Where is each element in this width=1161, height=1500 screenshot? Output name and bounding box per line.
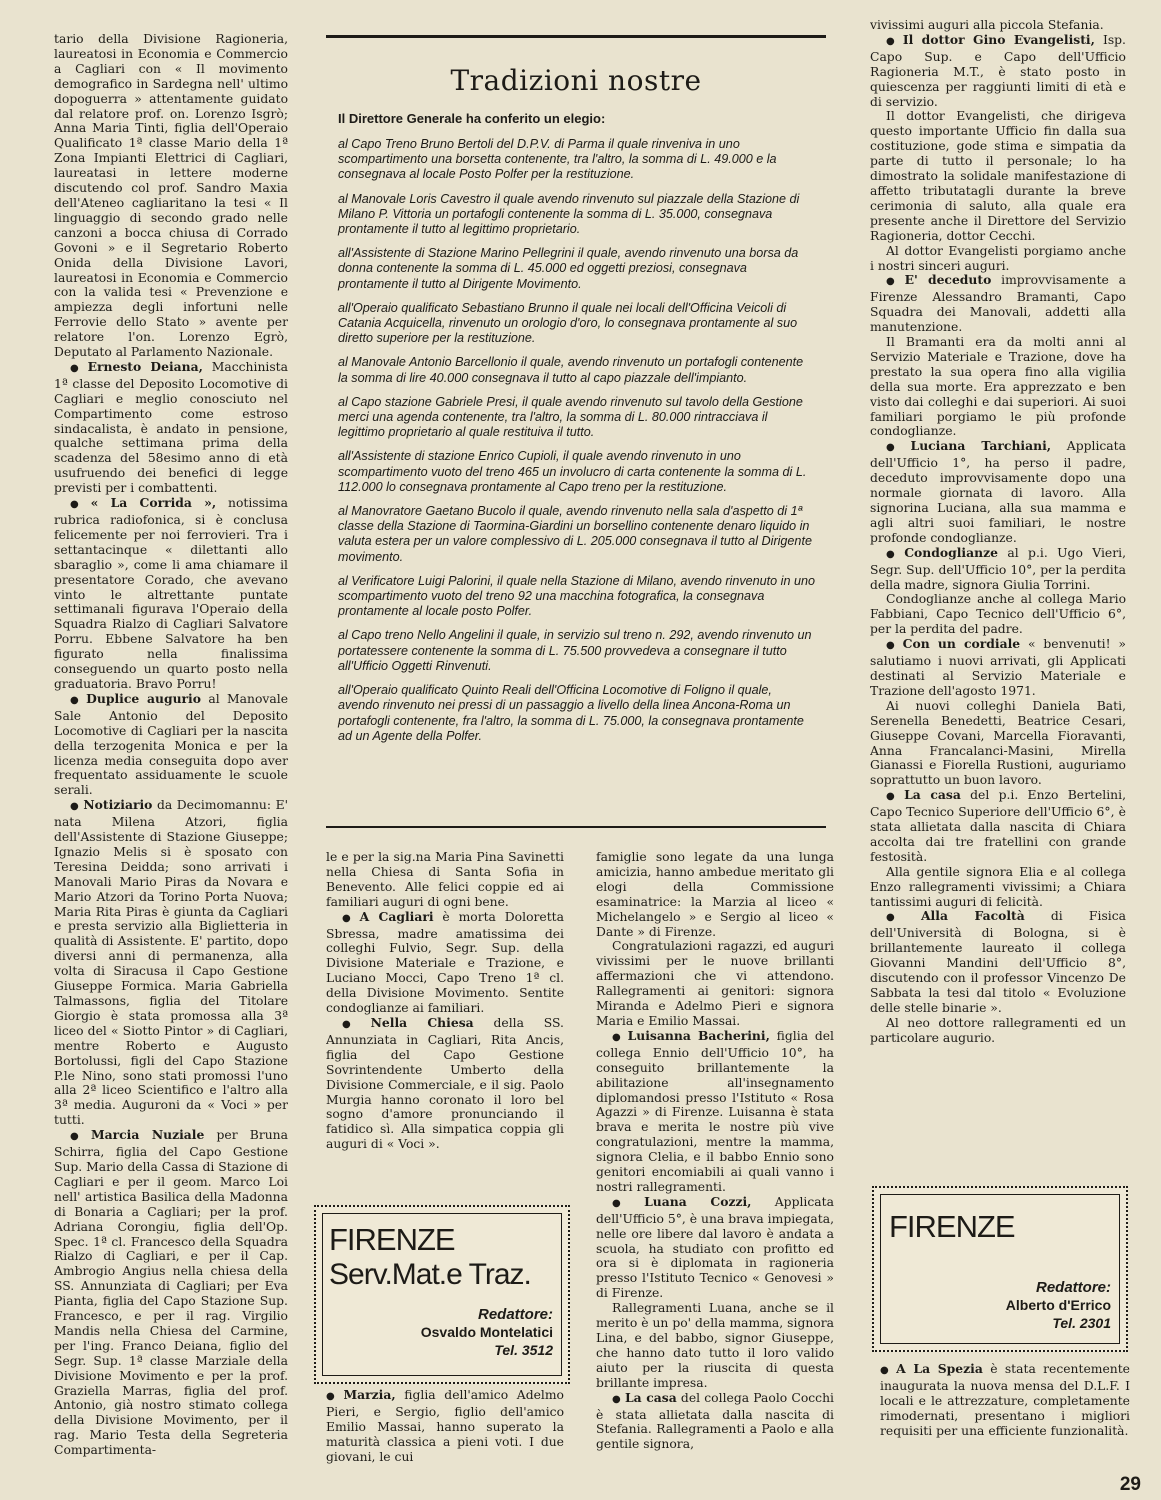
box2-city: FIRENZE	[889, 1209, 1015, 1244]
award-item: all'Operaio qualificato Quinto Reali dell'Officina Locomotive di Foligno il quale, avendo rinvenuto nei pressi di un passaggio a livello della linea Ancona-Roma un portafogli contenente, fra l'altro, la somma di L. 75.000, la consegnava prontamente ad un Agente della Polfer.	[338, 683, 804, 743]
evangelisti-p3: Al dottor Evangelisti porgiamo anche i nostri sinceri auguri.	[870, 243, 1126, 273]
news-item-cagliari: ● A Cagliari è morta Doloretta Sbressa, madre amatissima dei colleghi Fulvio, Segr. Sup. della Divisione Materiale e Trazione, e Luciano Mocci, Capo Treno 1ª cl. della Divisione Movimento. Sentite condoglianze ai familiari.	[326, 908, 564, 1016]
bullet-icon: ●	[886, 640, 899, 652]
tradizioni-title: Tradizioni nostre	[450, 64, 702, 97]
news-item-chiesa: ● Nella Chiesa della SS. Annunziata in Cagliari, Rita Ancis, figlia del Capo Gestione Sovrintendente Umberto della Divisione Commerciale, e il sig. Paolo Murgia hanno coronato il loro bel sogno d'amore pronunciando il fatidico sì. Alla simpatica coppia gli auguri di « Voci ».	[326, 1014, 564, 1152]
col1-intro: tario della Divisione Ragioneria, laureatosi in Economia e Commercio a Cagliari con « Il movimento demografico in Sardegna nell' ultimo dopoguerra » attentamente guidato dal relatore prof. on. Lorenzo Isgrò; Anna Maria Tinti, figlia dell'Operaio Qualificato 1ª classe Mario della 1ª Zona Impianti Elettrici di Cagliari, laureatasi in lettere moderne discutendo col prof. Sandro Maxia dell'Ateneo cagliaritano la tesi « Il linguaggio di secondo grado nelle canzoni a bocca chiusa di Corrado Govoni » e il Segretario Roberto Onida della Divisione Lavori, laureatosi in Economia e Commercio con la valida tesi « Prevenzione e ampiezza degli infortuni nelle Ferrovie dello Stato » avente per relatore l'on. Lorenzo Egrò, Deputato al Parlamento Nazionale.	[54, 32, 288, 360]
bullet-icon: ●	[612, 1031, 624, 1043]
redattore-box-serv-mat	[314, 1205, 570, 1384]
award-item: all'Assistente di Stazione Marino Pellegrini il quale, avendo rinvenuto una borsa da donna contenente la somma di L. 45.000 ed oggetti preziosi, consegnava prontamente il tutto al Dirigente Movimento.	[338, 246, 799, 291]
luana-paragraph-2: Rallegramenti Luana, anche se il merito è un po' della mamma, signora Lina, e del babbo, signor Giuseppe, che hanno dato tutto il loro valido aiuto per la riuscita di questa brillante impresa.	[596, 1301, 834, 1390]
cordiale-p2: Ai nuovi colleghi Daniela Bati, Serenella Benedetti, Beatrice Cesari, Giuseppe Covani, Marcella Fioravanti, Anna Francalanci-Masini, Mirella Gianassi e Fiorella Rustioni, auguriamo soprattutto un buon lavoro.	[870, 698, 1126, 788]
box1-city: FIRENZE	[329, 1222, 455, 1257]
news-item-tarchiani: ● Luciana Tarchiani, Applicata dell'Ufficio 1°, ha perso il padre, deceduto improvvisamente dopo una normale giornata di lavoro. Alla signorina Luciana, alla sua mamma e agli altri suoi familiari, le nostre profonde condoglianze.	[870, 438, 1126, 545]
column-2	[326, 850, 564, 1180]
bullet-icon: ●	[886, 791, 901, 803]
col2-continuation: le e per la sig.na Maria Pina Savinetti nella Chiesa di Santa Sofia in Benevento. Alle felici coppie ed ai familiari auguri di ogni bene.	[326, 850, 564, 909]
bullet-icon: ●	[886, 276, 901, 288]
news-item-evangelisti: ● Il dottor Gino Evangelisti, Isp. Capo Sup. e Capo dell'Ufficio Ragioneria M.T., è stato posto in quiescenza per raggiunti limiti di età e di servizio.	[870, 31, 1126, 109]
award-item: al Manovale Loris Cavestro il quale avendo rinvenuto sul piazzale della Stazione di Milano P. Vittoria un portafogli contenente la somma di L. 35.000, consegnava prontamente il tutto al legittimo proprietario.	[338, 191, 800, 237]
awards-list	[326, 137, 826, 744]
news-item-spezia: ● A La Spezia è stata recentemente inaugurata la nuova mensa del D.L.F. I locali e le attrezzature, completamente rimodernati, presentano i migliori requisiti per una efficiente funzionalità.	[880, 1362, 1130, 1438]
col4-continuation: vivissimi auguri alla piccola Stefania.	[870, 18, 1104, 32]
award-item: al Capo stazione Gabriele Presi, il quale avendo rinvenuto sul tavolo della Gestione merci una agenda contenente, tra l'altro, la somma di L. 80.000 rintracciava il legittimo proprietario al quale restituiva il tutto.	[338, 394, 803, 440]
news-item-deceduto: ● E' deceduto improvvisamente a Firenze Alessandro Bramanti, Capo Squadra dei Manovali, addetti alla manutenzione.	[870, 272, 1126, 335]
bullet-icon: ●	[70, 362, 84, 374]
news-item-luana: ● Luana Cozzi, Applicata dell'Ufficio 5°, è una brava impiegata, nelle ore libere dal lavoro è andata a scuola, ha studiato con profitto ed ora si è diplomata in ragioneria presso l'Istituto Tecnico « Genovesi » di Firenze.	[596, 1193, 834, 1301]
col3-continuation-1: famiglie sono legate da una lunga amicizia, hanno ambedue meritato gli elogi della Commissione esaminatrice: la Marzia al liceo « Michelangelo » e Sergio al liceo « Dante » di Firenze.	[596, 850, 834, 939]
box2-tel: Tel. 2301	[1052, 1315, 1111, 1331]
bullet-icon: ●	[342, 1018, 367, 1030]
bullet-icon: ●	[70, 1131, 87, 1143]
news-item-condoglianze: ● Condoglianze al p.i. Ugo Vieri, Segr. Sup. dell'Ufficio 10°, per la perdita della madre, signora Giulia Torrini.	[870, 544, 1126, 592]
award-item: all'Operaio qualificato Sebastiano Brunno il quale nei locali dell'Officina Veicoli di Catania Acquicella, rinvenuto un orologio d'oro, lo consegnava prontamente al suo diretto superiore per la restituzione.	[338, 300, 798, 346]
award-item: all'Assistente di stazione Enrico Cupioli, il quale avendo rinvenuto in uno scompartimento vuoto del treno 465 un involucro di carta contenente la somma di L. 112.000 lo consegnava prontamente al Capo treno per la restituzione.	[338, 449, 807, 494]
bullet-icon: ●	[886, 548, 901, 560]
bullet-icon: ●	[70, 499, 87, 511]
casa-bertelini-p2: Alla gentile signora Elia e al collega Enzo rallegramenti vivissimi; a Chiara tantissimi auguri di felicità.	[870, 864, 1126, 909]
box1-name: Osvaldo Montelatici	[420, 1324, 553, 1340]
box1-subtitle: Serv.Mat.e Traz.	[329, 1258, 531, 1291]
bullet-icon: ●	[880, 1365, 893, 1376]
news-item-duplice: ● Duplice augurio al Manovale Sale Antonio del Deposito Locomotive di Cagliari per la nascita della terzogenita Monica e per la licenza media conseguita dopo aver frequentato assiduamente le scuole serali.	[54, 690, 288, 798]
box2-name: Alberto d'Errico	[1005, 1297, 1111, 1313]
column-4-bottom	[880, 1362, 1130, 1472]
bullet-icon: ●	[342, 912, 356, 924]
news-item-cordiale: ● Con un cordiale « benvenuti! » salutiamo i nuovi arrivati, gli Applicati destinati al Servizio Materiale e Trazione dell'agosto 1971.	[870, 636, 1126, 698]
news-item-marzia: ● Marzia, figlia dell'amico Adelmo Pieri, e Sergio, figlio dell'amico Emilio Massai, hanno superato la maturità classica a pieni voti. I due giovani, le cui	[326, 1388, 564, 1464]
news-item-luisanna: ● Luisanna Bacherini, figlia del collega Ennio dell'Ufficio 10°, ha conseguito brillantemente la abilitazione all'insegnamento diplomandosi presso l'Istituto « Rosa Agazzi » di Firenze. Luisanna è stata brava e merita le nostre più vive congratulazioni, mentre la mamma, signora Clelia, e il babbo Ennio sono genitori encomiabili ai quali vanno i nostri rallegramenti.	[596, 1027, 834, 1194]
award-item: al Verificatore Luigi Palorini, il quale nella Stazione di Milano, avendo rinvenuto in uno scompartimento vuoto del treno 92 una macchina fotografica, la consegnava prontamente al locale posto Polfer.	[338, 573, 815, 619]
news-item-casa-bertelini: ● La casa del p.i. Enzo Bertelini, Capo Tecnico Superiore dell'Ufficio 6°, è stata allietata dalla nascita di Chiara accolta dai tre fratellini con grande festosità.	[870, 787, 1126, 864]
column-1	[54, 32, 288, 1494]
bullet-icon: ●	[886, 442, 907, 454]
divider	[326, 826, 826, 828]
page-number: 29	[1119, 1474, 1141, 1495]
box2-label: Redattore:	[1035, 1279, 1111, 1296]
deceduto-p2: Il Bramanti era da molti anni al Servizio Materiale e Trazione, dove ha prestato la sua opera fino alla vigilia della sua morte. Era apprezzato e ben visto dai colleghi e dai superiori. Ai suoi familiari porgiamo le più profonde condoglianze.	[870, 335, 1126, 439]
column-3	[596, 850, 834, 1494]
bullet-icon: ●	[612, 1393, 621, 1405]
bullet-icon: ●	[70, 694, 83, 706]
bullet-icon: ●	[886, 912, 917, 924]
award-item: al Capo Treno Bruno Bertoli del D.P.V. di Parma il quale rinveniva in uno scompartimento una borsetta contenente, tra l'altro, la somma di L. 49.000 e la consegnava al locale Posto Polfer per la restituzione.	[338, 137, 777, 182]
tradizioni-subtitle: Il Direttore Generale ha conferito un elegio:	[338, 111, 606, 126]
col3-continuation-2: Congratulazioni ragazzi, ed auguri vivissimi per le nuove brillanti affermazioni che vi attendono. Rallegramenti ai genitori: signora Miranda e Adelmo Pieri e signora Maria e Emilio Massai.	[596, 939, 834, 1028]
news-item-facolta: ● Alla Facoltà di Fisica dell'Università di Bologna, si è brillantemente laureato il collega Giovanni Mandini dell'Ufficio 8°, discutendo con il professor Vincenzo De Sabbata la tesi dal titolo « Evoluzione delle stelle binarie ».	[870, 908, 1126, 1015]
column-4	[870, 18, 1126, 1176]
award-item: al Manovratore Gaetano Bucolo il quale, avendo rinvenuto nella sala d'aspetto di 1ª classe della Stazione di Taormina-Giardini un borsellino contenente denaro liquido in valuta estera per un valore complessivo di L. 205.000 consegnava il tutto al Dirigente movimento.	[338, 504, 812, 564]
bullet-icon: ●	[886, 35, 899, 47]
news-item-casa-cocchi: ● La casa del collega Paolo Cocchi è stata allietata dalla nascita di Stefania. Rallegramenti a Paolo e alla gentile signora,	[596, 1389, 834, 1452]
condoglianze-p2: Condoglianze anche al collega Mario Fabbiani, Capo Tecnico dell'Ufficio 6°, per la perdita del padre.	[870, 592, 1126, 637]
box1-label: Redattore:	[477, 1306, 553, 1323]
bullet-icon: ●	[326, 1391, 340, 1402]
award-item: al Capo treno Nello Angelini il quale, in servizio sul treno n. 292, avendo rinvenuto un portatessere contenente la somma di L. 75.500 provvedeva a consegnare il tutto all'Ufficio Oggetti Rinvenuti.	[338, 628, 812, 673]
news-item-corrida: ● « La Corrida », notissima rubrica radiofonica, si è conclusa felicemente per noi ferrovieri. Tra i settantacinque « dilettanti allo sbaraglio », come li ama chiamare il presentatore Corado, che avevano vinto le altrettante puntate settimanali figurava l'Operaio della Squadra Rialzo di Cagliari Salvatore Porru. Ebbene Salvatore ha ben figurato nella finalissima conseguendo un quarto posto nella graduatoria. Bravo Porru!	[54, 495, 288, 691]
box1-tel: Tel. 3512	[494, 1342, 553, 1358]
bullet-icon: ●	[612, 1197, 641, 1209]
facolta-p2: Al neo dottore rallegramenti ed un particolare augurio.	[870, 1015, 1126, 1045]
award-item: al Manovale Antonio Barcellonio il quale, avendo rinvenuto un portafogli contenente la somma di lire 40.000 consegnava il tutto al capo piazzale dell'impianto.	[338, 355, 804, 385]
bullet-icon: ●	[70, 801, 80, 813]
evangelisti-p2: Il dottor Evangelisti, che dirigeva questo importante Ufficio fin dalla sua costituzione, gode stima e simpatia da parte di tutto il personale; lo ha dimostrato la solidale manifestazione di affetto tributatagli durante la breve cerimonia di saluto, alla quale era presente anche il Direttore del Servizio Ragioneria, dottor Cecchi.	[870, 109, 1126, 243]
news-item-marcia: ● Marcia Nuziale per Bruna Schirra, figlia del Capo Gestione Sup. Mario della Cassa di Stazione di Cagliari e per il geom. Marco Loi nell' artistica Basilica della Madonna di Bonaria a Cagliari; per la prof. Adriana Corongiu, figlia dell'Op. Spec. 1ª cl. Francesco della Squadra Rialzo di Cagliari, e per il Cap. Ambrogio Angius nella chiesa della SS. Annunziata di Cagliari; per Eva Pianta, figlia del Capo Stazione Sup. Francesco, e per il rag. Virgilio Mandis nella Chiesa del Carmine, per l'ing. Franco Deiana, figlio del Segr. Sup. 1ª classe Marziale della Divisione Movimento e per la prof. Graziella Marras, figlia del prof. Antonio, già nostro stimato collega della Divisione Movimento, per il rag. Mario Testa della Segreteria Compartimenta-	[54, 1127, 288, 1458]
news-item-notiziario: ● Notiziario da Decimomannu: E' nata Milena Atzori, figlia dell'Assistente di Stazione Giuseppe; Ignazio Melis si è sposato con Teresina Deidda; sono arrivati i Manovali Mario Piras da Novara e Mario Atzori da Torino Porta Nuova; Maria Rita Piras è giunta da Cagliari e presta servizio alla Biglietteria in qualità di Assistente. E' partito, dopo diversi anni di permanenza, alla volta di Siracusa il Capo Gestione Giuseppe Formica. Maria Gabriella Talmassons, figlia del Titolare Giorgio è stata promossa alla 3ª liceo del « Siotto Pintor » di Cagliari, mentre Roberto e Augusto Bortolussi, figli del Capo Stazione P.le Nino, sono stati promossi l'uno alla 2ª liceo Scientifico e l'altro alla 3ª media. Auguroni da « Voci » per tutti.	[54, 797, 288, 1128]
tradizioni-box	[326, 35, 826, 828]
news-item-deiana: ● Ernesto Deiana, Macchinista 1ª classe del Deposito Locomotive di Cagliari e meglio conosciuto nel Compartimento come estroso sindacalista, è andato in pensione, qualche settimana prima della scadenza del 58esimo anno di età usufruendo dei benefici di legge previsti per i combattenti.	[54, 358, 288, 496]
redattore-box-firenze	[872, 1186, 1128, 1352]
column-2-bottom	[326, 1388, 564, 1494]
